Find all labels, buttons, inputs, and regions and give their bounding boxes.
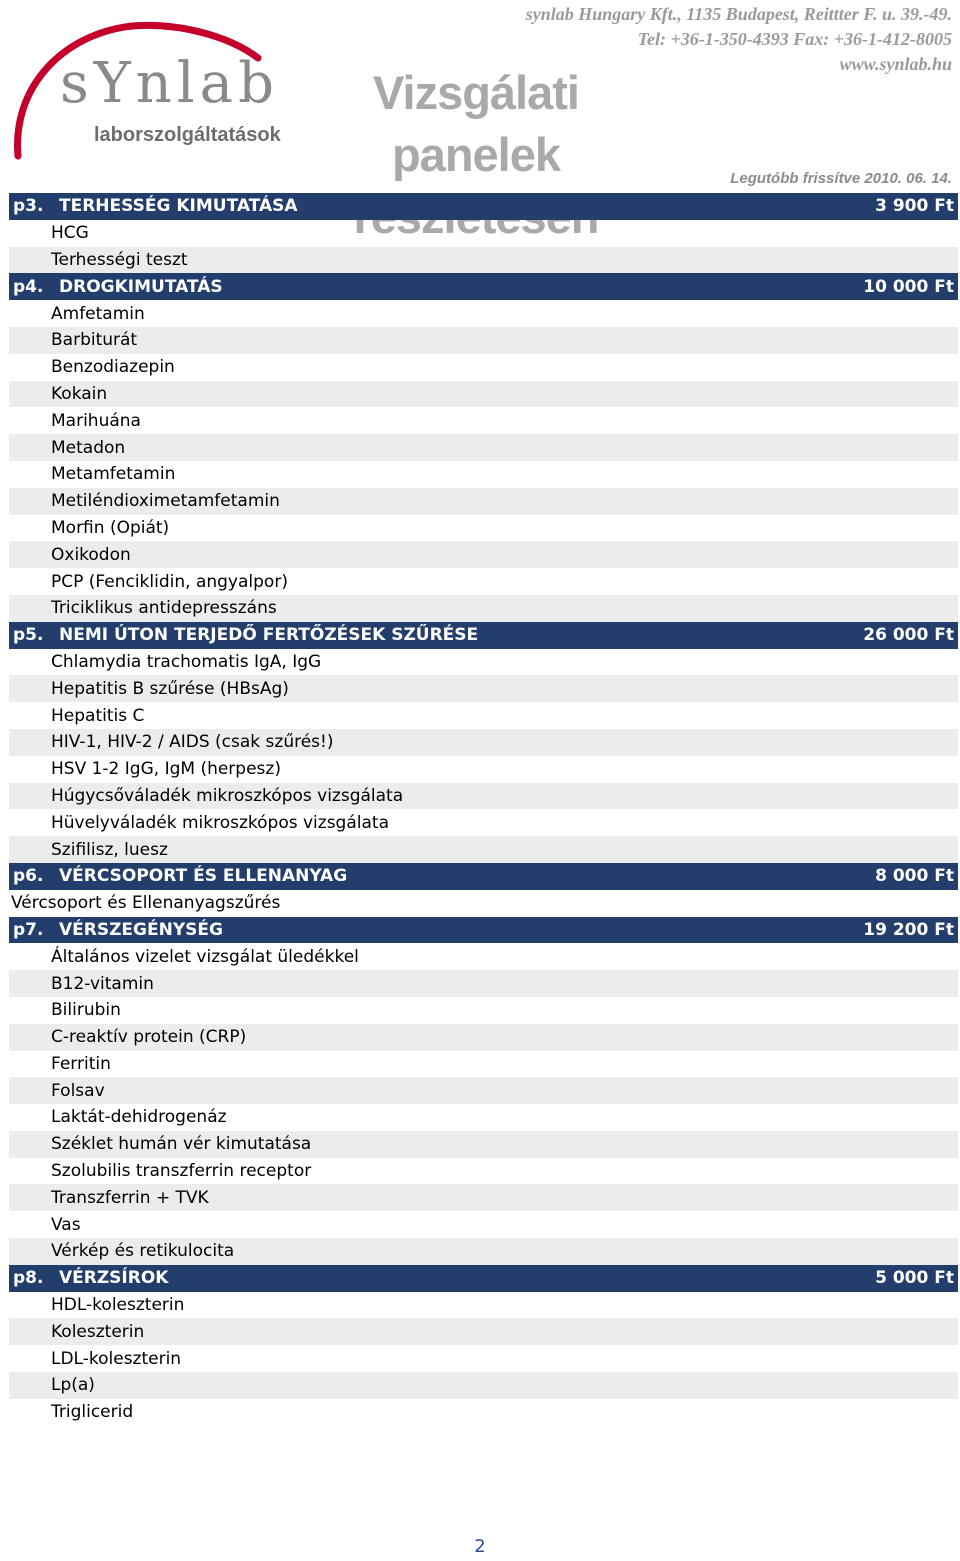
test-row xyxy=(9,1211,958,1238)
test-name: Triglicerid xyxy=(51,1402,134,1423)
test-name: Chlamydia trachomatis IgA, IgG xyxy=(51,651,322,672)
test-row xyxy=(9,970,958,997)
test-name: HSV 1-2 IgG, IgM (herpesz) xyxy=(51,759,281,780)
test-name: Húgycsőváladék mikroszkópos vizsgálata xyxy=(51,785,404,806)
panel-price: 19 200 Ft xyxy=(863,919,954,940)
test-row xyxy=(9,595,958,622)
test-row xyxy=(9,381,958,408)
test-name: Triciklikus antidepresszáns xyxy=(51,598,277,619)
test-row xyxy=(9,756,958,783)
panel-header-row xyxy=(9,622,958,649)
company-website: www.synlab.hu xyxy=(839,54,952,74)
test-name: Marihuána xyxy=(51,410,141,431)
test-row xyxy=(9,783,958,810)
test-row xyxy=(9,488,958,515)
test-name: Terhességi teszt xyxy=(51,249,188,270)
test-row xyxy=(9,1104,958,1131)
test-row xyxy=(9,702,958,729)
test-row xyxy=(9,1158,958,1185)
panel-header-row xyxy=(9,917,958,944)
panel-code: p3. xyxy=(13,196,44,217)
test-name: Metamfetamin xyxy=(51,464,176,485)
test-row xyxy=(9,247,958,274)
panel-header-row xyxy=(9,273,958,300)
test-row xyxy=(9,220,958,247)
test-name: Széklet humán vér kimutatása xyxy=(51,1134,312,1155)
company-info xyxy=(526,2,952,77)
test-name: Benzodiazepin xyxy=(51,357,175,378)
panel-name: NEMI ÚTON TERJEDŐ FERTŐZÉSEK SZŰRÉSE xyxy=(59,625,479,646)
test-name: Hepatitis C xyxy=(51,705,145,726)
logo-wordmark: sYnlab xyxy=(60,51,279,116)
panel-price: 5 000 Ft xyxy=(875,1268,954,1289)
test-row xyxy=(9,515,958,542)
test-row xyxy=(9,1131,958,1158)
panel-price: 3 900 Ft xyxy=(875,196,954,217)
test-row xyxy=(9,434,958,461)
panel-name: DROGKIMUTATÁS xyxy=(59,276,223,297)
test-name: Oxikodon xyxy=(51,544,131,565)
test-name: Amfetamin xyxy=(51,303,145,324)
test-row xyxy=(9,568,958,595)
test-name: Vas xyxy=(51,1214,81,1235)
test-name: HCG xyxy=(51,223,89,244)
test-name: Szifilisz, luesz xyxy=(51,839,168,860)
test-row xyxy=(9,1184,958,1211)
test-row xyxy=(9,300,958,327)
panel-name: VÉRSZEGÉNYSÉG xyxy=(59,919,223,940)
test-row xyxy=(9,675,958,702)
test-name: Folsav xyxy=(51,1080,105,1101)
test-name: B12-vitamin xyxy=(51,973,154,994)
test-row xyxy=(9,541,958,568)
company-phone: Tel: +36-1-350-4393 Fax: +36-1-412-8005 xyxy=(637,29,952,49)
test-name: HDL-koleszterin xyxy=(51,1295,185,1316)
test-row xyxy=(9,327,958,354)
panel-price: 8 000 Ft xyxy=(875,866,954,887)
test-name: Szolubilis transzferrin receptor xyxy=(51,1161,312,1182)
test-name: Barbiturát xyxy=(51,330,138,351)
test-row xyxy=(9,1292,958,1319)
test-name: Metiléndioximetamfetamin xyxy=(51,491,280,512)
panel-name: TERHESSÉG KIMUTATÁSA xyxy=(59,196,298,217)
test-row xyxy=(9,1238,958,1265)
test-row xyxy=(9,729,958,756)
page-title-line1: Vizsgálati panelek xyxy=(373,66,579,181)
panel-header-row xyxy=(9,863,958,890)
last-updated: Legutóbb frissítve 2010. 06. 14. xyxy=(730,170,952,187)
panel-code: p7. xyxy=(13,919,44,940)
test-row xyxy=(9,1399,958,1426)
test-name: Transzferrin + TVK xyxy=(51,1187,209,1208)
test-row xyxy=(9,997,958,1024)
company-address: synlab Hungary Kft., 1135 Budapest, Reittter F. u. 39.-49. xyxy=(525,4,952,24)
test-name: PCP (Fenciklidin, angyalpor) xyxy=(51,571,288,592)
test-name: Metadon xyxy=(51,437,126,458)
panel-price-table xyxy=(9,193,958,1426)
panel-code: p8. xyxy=(13,1268,44,1289)
panel-code: p4. xyxy=(13,276,44,297)
test-row xyxy=(9,1372,958,1399)
test-row xyxy=(9,407,958,434)
test-row xyxy=(9,1077,958,1104)
panel-name: VÉRCSOPORT ÉS ELLENANYAG xyxy=(59,866,348,887)
test-name: C-reaktív protein (CRP) xyxy=(51,1027,247,1048)
test-name: Morfin (Opiát) xyxy=(51,517,170,538)
test-name: Általános vizelet vizsgálat üledékkel xyxy=(51,946,359,967)
page-number: 2 xyxy=(474,1536,486,1557)
panel-price: 10 000 Ft xyxy=(863,276,954,297)
panel-price: 26 000 Ft xyxy=(863,625,954,646)
test-row xyxy=(9,890,958,917)
test-name: Ferritin xyxy=(51,1053,111,1074)
test-name: Hepatitis B szűrése (HBsAg) xyxy=(51,678,289,699)
test-name: Bilirubin xyxy=(51,1000,121,1021)
panel-header-row xyxy=(9,193,958,220)
panel-code: p6. xyxy=(13,866,44,887)
synlab-logo xyxy=(10,4,281,164)
panel-header-row xyxy=(9,1265,958,1292)
test-row xyxy=(9,836,958,863)
test-row xyxy=(9,354,958,381)
test-row xyxy=(9,1051,958,1078)
test-name: Lp(a) xyxy=(51,1375,95,1396)
test-row xyxy=(9,1345,958,1372)
test-row xyxy=(9,1318,958,1345)
test-name: Vércsoport és Ellenanyagszűrés xyxy=(11,893,281,914)
panel-code: p5. xyxy=(13,625,44,646)
test-row xyxy=(9,809,958,836)
test-name: Laktát-dehidrogenáz xyxy=(51,1107,227,1128)
test-name: Vérkép és retikulocita xyxy=(51,1241,235,1262)
test-row xyxy=(9,1024,958,1051)
test-row xyxy=(9,943,958,970)
test-name: LDL-koleszterin xyxy=(51,1348,182,1369)
logo-subtitle: laborszolgáltatások xyxy=(94,124,281,146)
test-row xyxy=(9,461,958,488)
test-name: Kokain xyxy=(51,383,108,404)
test-row xyxy=(9,649,958,676)
test-name: HIV-1, HIV-2 / AIDS (csak szűrés!) xyxy=(51,732,334,753)
panel-name: VÉRZSÍROK xyxy=(59,1268,169,1289)
test-name: Hüvelyváladék mikroszkópos vizsgálata xyxy=(51,812,389,833)
test-name: Koleszterin xyxy=(51,1321,145,1342)
